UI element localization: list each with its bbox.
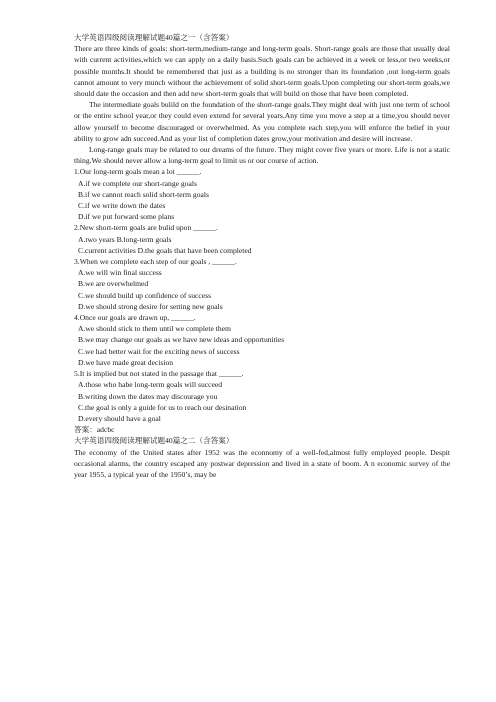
passage-2-paragraph-1: The economy of the United states after 1952 was the econnomy of a well-fed,almost fully employed people. Despit occasional alarms, the country escaped any postwar depression and lived in a state of boom. A n economic survey of the year 1955, a typical year of the 1950’s, may be [74,447,450,479]
passage-2-title: 大学英语四级阅读理解试题40篇之二（含答案） [74,436,234,446]
question-5 [74,368,450,424]
question-1 [74,166,450,222]
option-b: B.we are overwhelmed [78,279,149,289]
option-b: B.if we cannot reach solid short-term goals [78,189,209,199]
option-a: A.those who habe long-term goals will succeed [78,380,223,390]
option-a: A.we should stick to them until we complete them [78,324,231,334]
question-stem: 2.New short-term goals are bulid upon ______. [74,223,218,233]
option-c: C.the goal is only a guide for us to reach our desination [78,402,247,412]
passage-1-paragraph-2: The intermediate goals bulild on the foundation of the short-range goals.They might deal with just one term of school or the entire school year,or they could even extend for several years.Any time you move a step at a time,you should never allow yourself to become discouraged or overwhelmed. As you complete each step,you will enforce the belief in your ability to grow adn succeed.And as your list of completion dates grow,your motivation and desire will increase. [74,100,450,143]
question-stem: 4.Once our goals are drawn up, ______. [74,313,196,323]
question-stem: 1.Our long-term goals mean a lot ______. [74,167,202,177]
option-d: D.every should have a goal [78,413,161,423]
answer-key: 答案：adcbc [74,425,115,435]
option-a: A.if we complete our short-range goals [78,178,197,188]
option-c: C.we should build up confidence of success [78,290,212,300]
passage-1-paragraph-3: Long-range goals may be related to our dreams of the future. They might cover five years or more. Life is not a static thing.We should never allow a long-term goal to limit us or our course of action. [74,145,450,166]
passage-1-paragraph-1: There are three kinds of goals: short-term,medium-range and long-term goals. Short-range goals are those that usually deal with current activities,which we can apply on a daily basis.Such goals can be achieved in a week or less,or two weeks,or possible months.It should be remembered that just as a building is no stronger than its foundation ,out long-term goals cannot amount to very munch without the achievement of solid short-term goals.Upon completing our short-term goals,we should date the occasion and then add new short-term goals that will build on those that have been completed. [74,44,450,99]
option-d: D.we have made great decision [78,357,174,367]
option-d: D.if we put forward some plans [78,212,175,222]
option-c-d: C.current activities D.the goals that have been completed [78,245,252,255]
question-4 [74,312,450,368]
passage-1-title: 大学英语四级阅读理解试题40篇之一（含答案） [74,33,234,42]
option-b: B.writing down the dates may discourage you [78,391,218,401]
option-b: B.we may change our goals as we have new ideas and opportunities [78,335,285,345]
question-2 [74,222,450,256]
option-a-b: A.two years B.long-term goals [78,234,172,244]
option-d: D.we should strong desire for setting new goals [78,301,223,311]
option-a: A.we will win final success [78,268,162,278]
option-c: C.if we write down the dates [78,201,166,211]
question-stem: 5.It is implied but not stated in the passage that ______. [74,369,244,379]
option-c: C.we had better wait for the exciting news of success [78,346,240,356]
question-3 [74,256,450,312]
question-stem: 3.When we complete each step of our goals , ______. [74,257,237,267]
